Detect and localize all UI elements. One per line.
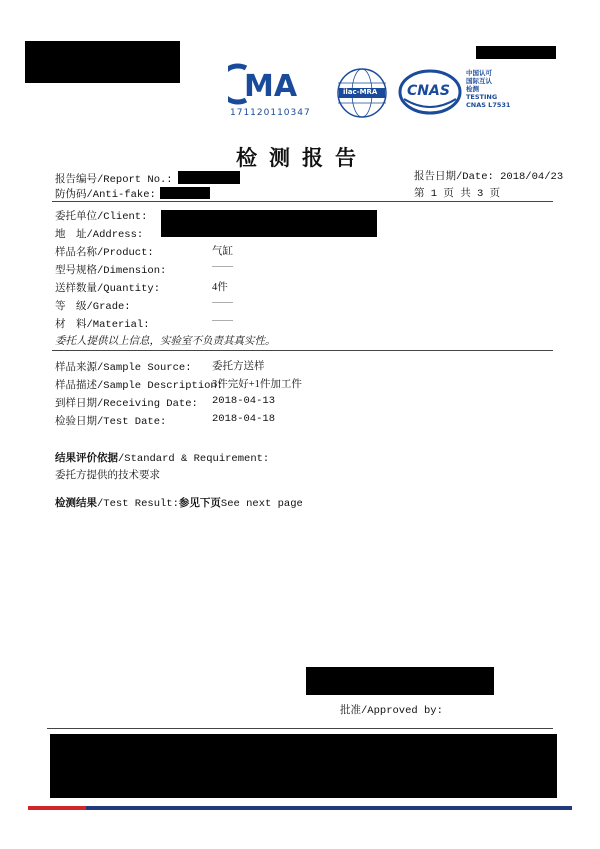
receiving-date-value: 2018-04-13 — [212, 395, 276, 407]
material-value: —— — [212, 315, 233, 326]
quantity-label: 送样数量/Quantity: — [55, 283, 161, 295]
sample-source-value: 委托方送样 — [212, 361, 265, 372]
product-value: 气缸 — [212, 246, 233, 257]
redacted-footer-info — [50, 734, 557, 798]
cnas-cn-line-1: 中国认可 — [466, 69, 492, 77]
test-result-value-bold: 参见下页 — [178, 498, 221, 509]
cnas-cn-line-3: 检测 — [466, 85, 479, 93]
cnas-side-text — [466, 69, 510, 109]
cnas-word: CNAS — [407, 83, 450, 99]
dimension-label: 型号规格/Dimension: — [55, 265, 167, 277]
standard-text: 委托方提供的技术要求 — [55, 470, 160, 481]
divider-bottom — [47, 728, 553, 729]
approved-by-label: 批准/Approved by: — [340, 705, 443, 717]
redacted-anti-fake — [160, 187, 210, 199]
divider-middle — [52, 350, 553, 351]
sample-source-label: 样品来源/Sample Source: — [55, 362, 192, 374]
standard-heading-bold: 结果评价依据 — [55, 453, 118, 464]
standard-heading — [55, 450, 269, 465]
cnas-logo — [398, 69, 462, 115]
footer-stripe-navy — [86, 806, 572, 810]
redacted-header-text — [476, 46, 556, 59]
cma-mark-text: MA — [244, 69, 298, 104]
client-label: 委托单位/Client: — [55, 211, 148, 223]
standard-heading-rest: /Standard & Requirement: — [118, 453, 270, 465]
dimension-value: —— — [212, 261, 233, 272]
cma-emblem-icon — [228, 62, 310, 106]
ilac-mra-logo — [336, 67, 388, 119]
ilac-text: ilac-MRA — [343, 88, 378, 96]
report-date: 报告日期/Date: 2018/04/23 — [414, 171, 564, 183]
test-date-value: 2018-04-18 — [212, 413, 276, 425]
sample-description-value: 3件完好+1件加工件 — [212, 379, 302, 390]
redacted-report-no — [178, 171, 240, 184]
test-result-label-bold: 检测结果 — [55, 498, 97, 509]
redacted-client-address — [161, 210, 377, 237]
report-no-label: 报告编号/Report No.: — [55, 174, 173, 186]
receiving-date-label: 到样日期/Receiving Date: — [55, 398, 198, 410]
cnas-testing: TESTING — [466, 93, 498, 101]
quantity-value: 4件 — [212, 282, 228, 293]
divider-top — [52, 201, 553, 202]
page-title: 检测报告 — [236, 146, 368, 170]
test-result-value-rest: See next page — [220, 498, 303, 510]
redacted-signature — [306, 667, 494, 695]
grade-value: —— — [212, 297, 233, 308]
cma-number: 171120110347 — [230, 108, 311, 118]
product-label: 样品名称/Product: — [55, 247, 154, 259]
cnas-cn-line-2: 国际互认 — [466, 77, 492, 85]
cnas-number: CNAS L7531 — [466, 101, 511, 109]
test-result-label-rest: /Test Result: — [97, 498, 179, 510]
footer-stripe-red — [28, 806, 86, 810]
anti-fake-label: 防伪码/Anti-fake: — [55, 189, 156, 201]
sample-description-label: 样品描述/Sample Description: — [55, 380, 224, 392]
material-label: 材 料/Material: — [55, 319, 150, 331]
redacted-lab-logo — [25, 41, 180, 83]
disclaimer-text: 委托人提供以上信息，实验室不负责其真实性。 — [55, 336, 276, 347]
cma-logo — [228, 62, 310, 122]
address-label: 地 址/Address: — [55, 229, 144, 241]
test-date-label: 检验日期/Test Date: — [55, 416, 167, 428]
test-result — [55, 495, 303, 510]
grade-label: 等 级/Grade: — [55, 301, 131, 313]
page-info: 第 1 页 共 3 页 — [414, 188, 501, 200]
